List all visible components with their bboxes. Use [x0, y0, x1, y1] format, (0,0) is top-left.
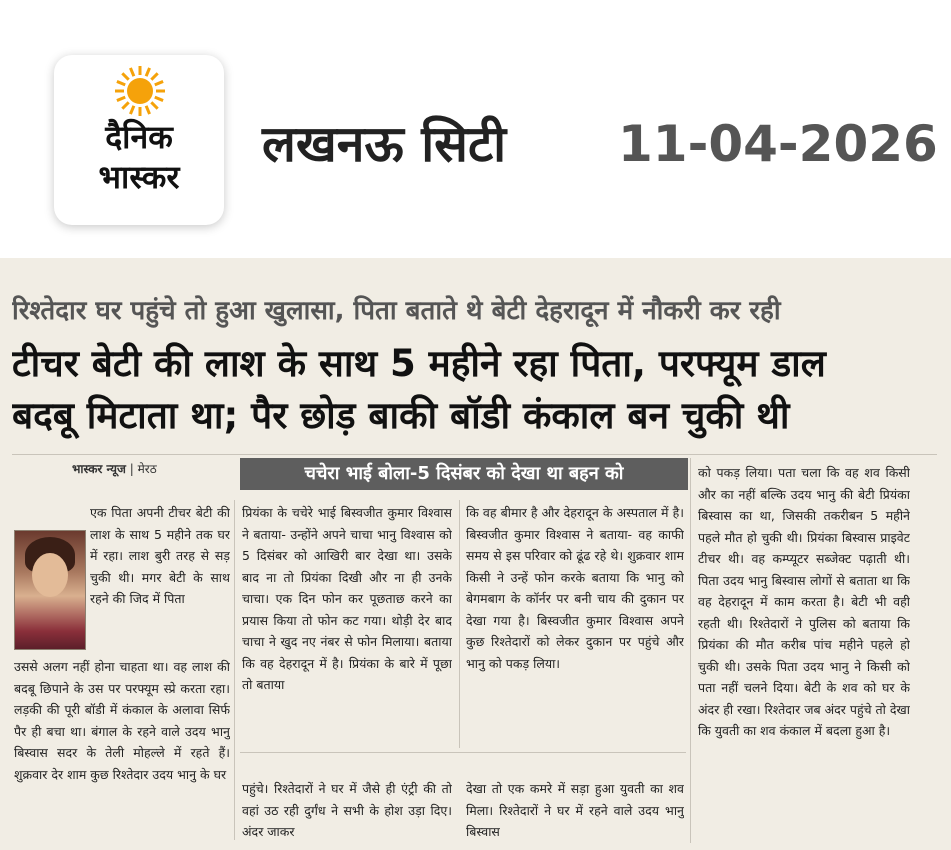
column-divider	[690, 458, 691, 843]
column-divider	[459, 500, 460, 748]
edition-date: 11-04-2026	[618, 115, 938, 173]
article-headline	[12, 338, 937, 442]
column-1-intro	[14, 502, 230, 654]
column-2-box-text: प्रियंका के चचेरे भाई बिस्वजीत कुमार विश्वास ने बताया- उन्होंने अपने चाचा भानु विश्वास को 5 दिसंबर को आखिरी बार देखा था। उसके बाद ना तो प्रियंका दिखी और ना ही उनके चाचा। एक दिन फोन कर पूछताछ करने का प्रयास किया तो फोन कट गया। थोड़ी देर बाद चाचा ने खुद नए नंबर से फोन मिलाया। बताया कि वह देहरादून में है। प्रियंका के बारे में पूछा तो बताया	[242, 505, 452, 692]
logo-text-dainik: दैनिक	[105, 118, 173, 156]
byline-place: मेरठ	[137, 462, 157, 476]
edition-city: लखनऊ सिटी	[262, 115, 507, 173]
column-2-bottom-text: पहुंचे। रिश्तेदारों ने घर में जैसे ही एंट्री की तो वहां उठ रही दुर्गंध ने सभी के होश उड़ा दिए। अंदर जाकर	[242, 781, 452, 839]
sun-icon	[114, 65, 166, 117]
divider	[12, 454, 937, 455]
byline-source: भास्कर न्यूज	[72, 462, 126, 476]
app-header	[0, 0, 951, 250]
column-divider	[234, 500, 235, 840]
byline	[72, 460, 157, 477]
column-4-text: को पकड़ लिया। पता चला कि वह शव किसी और का नहीं बल्कि उदय भानु की बेटी प्रियंका बिस्वास का था, जिसकी तकरीबन 5 महीने पहले मौत हो चुकी थी। प्रियंका बिस्वास प्राइवेट टीचर थी। वह कम्प्यूटर सब्जेक्ट पढ़ाती थी। पिता उदय भानु बिस्वास लोगों से बताता था कि वह देहरादून में काम करता है। बेटी भी वही रहती थी। रिश्तेदारों ने पुलिस को बताया कि प्रियंका की मौत करीब पांच महीने पहले हो चुकी थी। उसके पिता उदय भानु ने किसी को पता नहीं चलने दिया। बेटी के शव को घर के अंदर ही रखा। रिश्तेदार जब अंदर पहुंचे तो देखा कि युवती का शव कंकाल में बदला हुआ है।	[698, 465, 910, 738]
article-kicker: रिश्तेदार घर पहुंचे तो हुआ खुलासा, पिता बताते थे बेटी देहरादून में नौकरी कर रही	[12, 296, 781, 326]
byline-separator: |	[129, 462, 134, 476]
column-1-body: उससे अलग नहीं होना चाहता था। वह लाश की बदबू छिपाने के उस पर परफ्यूम स्प्रे करता रहा। लड़की की पूरी बॉडी में कंकाल के अलावा सिर्फ पैर ही बचा था। बंगाल के रहने वाले उदय भानु बिस्वास सदर के तेली मोहल्ले में रहते हैं। शुक्रवार देर शाम कुछ रिश्तेदार उदय भानु के घर	[14, 659, 230, 782]
sub-headline: चचेरा भाई बोला-5 दिसंबर को देखा था बहन को	[240, 458, 688, 490]
headline-line-2: बदबू मिटाता था; पैर छोड़ बाकी बॉडी कंकाल बन चुकी थी	[12, 394, 790, 437]
logo-text-bhaskar: भास्कर	[98, 158, 180, 196]
dainik-bhaskar-logo[interactable]	[54, 55, 224, 225]
column-3-bottom-text: देखा तो एक कमरे में सड़ा हुआ युवती का शव मिला। रिश्तेदारों ने घर में रहने वाले उदय भानु बिस्वास	[466, 781, 684, 839]
box-divider	[240, 752, 686, 753]
column-1-top-text: एक पिता अपनी टीचर बेटी की लाश के साथ 5 महीने तक घर में रहा। लाश बुरी तरह से सड़ चुकी थी। मगर बेटी के साथ रहने की जिद में पिता	[90, 505, 230, 606]
newspaper-clipping	[0, 258, 951, 850]
column-3-box-text: कि वह बीमार है और देहरादून के अस्पताल में है। बिस्वजीत कुमार विश्वास ने बताया- वह काफी समय से इस परिवार को ढूंढ रहे थे। शुक्रवार शाम किसी ने उन्हें फोन करके बताया कि भानु को बेगमबाग के कॉर्नर पर बनी चाय की दुकान पर देखा गया है। बिस्वजीत कुमार विश्वास अपने कुछ रिश्तेदारों को लेकर दुकान पर पहुंचे और भानु को पकड़ लिया।	[466, 505, 684, 671]
headline-line-1: टीचर बेटी की लाश के साथ 5 महीने रहा पिता, परफ्यूम डाल	[12, 342, 826, 385]
